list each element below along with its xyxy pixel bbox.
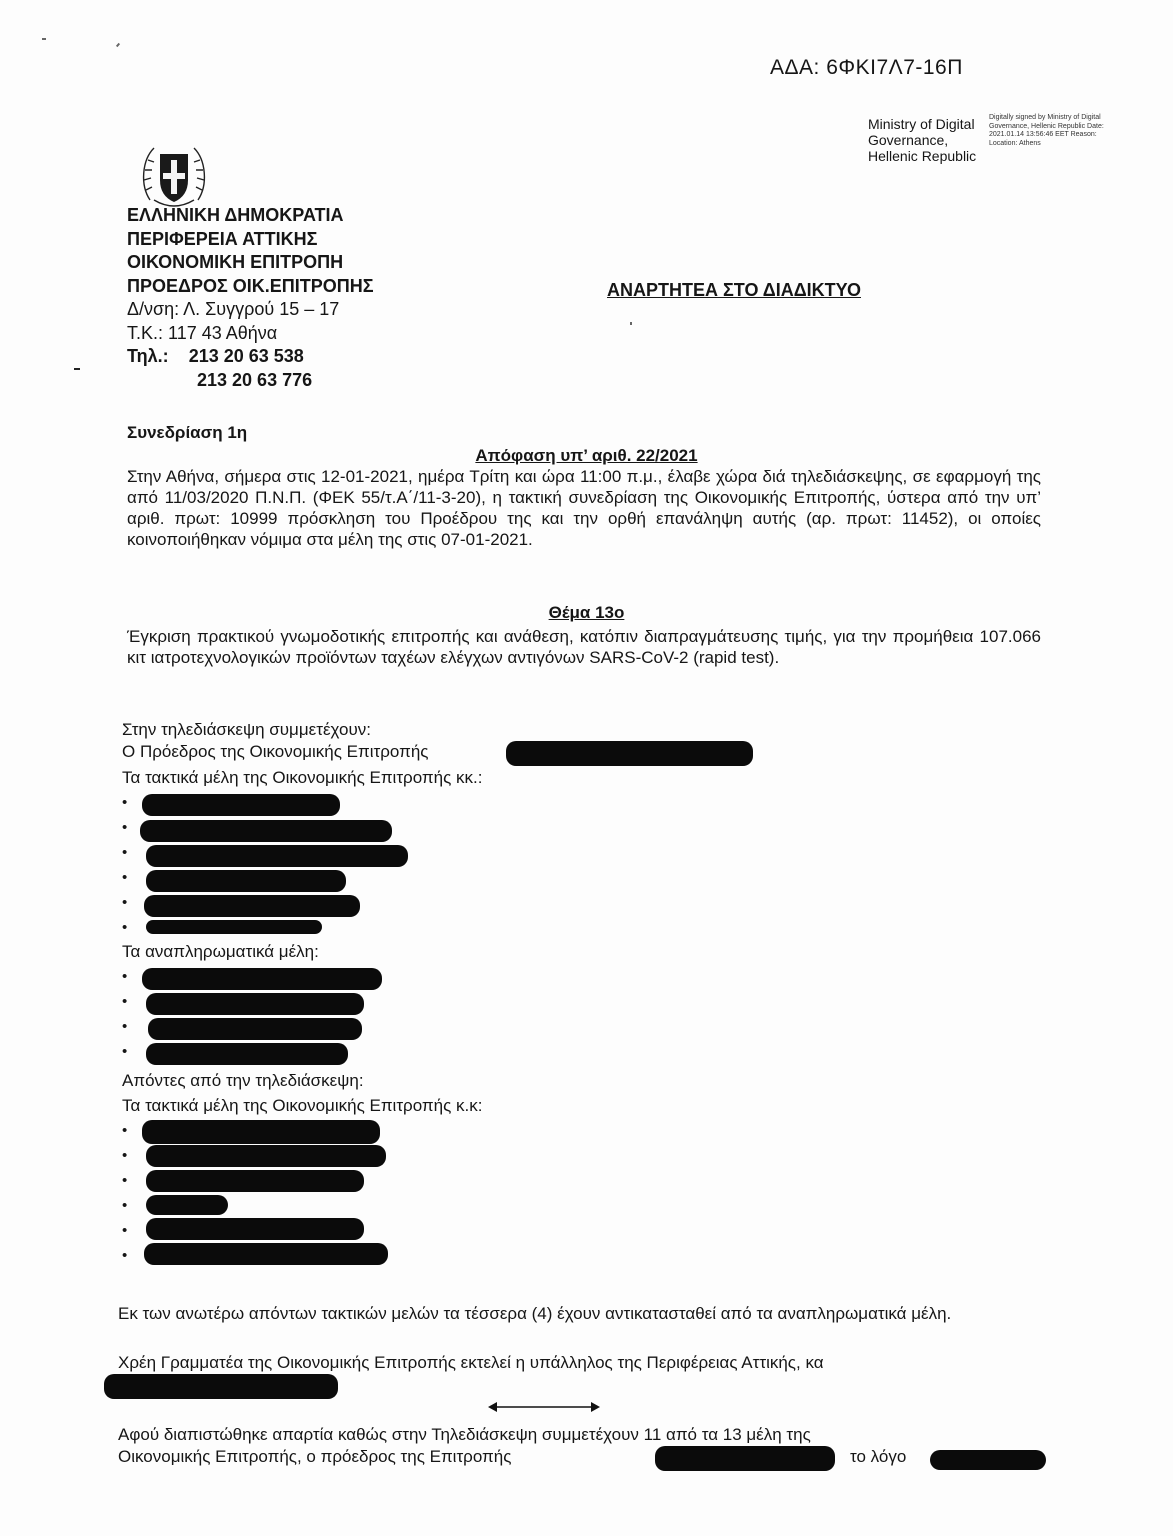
redaction-bar [146,1195,228,1215]
redaction-bar [142,794,340,816]
secretary-paragraph: Χρέη Γραμματέα της Οικονομικής Επιτροπής εκτελεί η υπάλληλος της Περιφέρειας Αττικής, κα [118,1353,824,1372]
bullet: • [122,819,128,836]
header-region: ΠΕΡΙΦΕΡΕΙΑ ΑΤΤΙΚΗΣ [127,228,318,249]
subject-paragraph: Έγκριση πρακτικού γνωμοδοτικής επιτροπής και ανάθεση, κατόπιν διαπραγμάτευσης τιμής, για την προμήθεια 107.066 κιτ ιατροτεχνολογικών προϊόντων ταχέων ελέγχων αντιγόνων SARS-CoV-2 (rapid test). [127,627,1041,667]
subject-title: Θέμα 13ο [548,603,625,622]
redaction-bar [146,1145,386,1167]
bullet: • [122,844,128,861]
digital-signature-details: Digitally signed by Ministry of Digital Governance, Hellenic Republic Date: 2021.01.14 13:56:46 EET Reason: Location: Athens [989,114,1104,147]
redaction-bar [142,1120,380,1144]
replacement-paragraph: Εκ των ανωτέρω απόντων τακτικών μελών τα τέσσερα (4) έχουν αντικατασταθεί από τα αναπληρωματικά μέλη. [118,1304,952,1323]
regular-members-present-heading: Τα τακτικά μέλη της Οικονομικής Επιτροπής κκ.: [122,768,483,787]
bullet: • [122,919,128,936]
redaction-bar [140,820,392,842]
alternate-members-heading: Τα αναπληρωματικά μέλη: [122,942,319,961]
header-committee: ΟΙΚΟΝΟΜΙΚΗ ΕΠΙΤΡΟΠΗ [127,252,344,272]
quorum-paragraph-line2-start: Οικονομικής Επιτροπής, ο πρόεδρος της Επιτροπής [118,1447,512,1466]
greek-emblem-icon [140,140,208,212]
regular-members-absent-heading: Τα τακτικά μέλη της Οικονομικής Επιτροπής κ.κ: [122,1096,483,1115]
redaction-bar [146,993,364,1015]
header-phone-row [127,345,374,369]
intro-paragraph: Στην Αθήνα, σήμερα στις 12-01-2021, ημέρα Τρίτη και ώρα 11:00 π.μ., έλαβε χώρα διά τηλεδιάσκεψης, σε εφαρμογή της από 11/03/2020 Π.Ν.Π. (ΦΕΚ 55/τ.Α΄/11-3-20), η τακτική συνεδρίαση της Οικονομικής Επιτροπής, ύστερα από την υπ’ αριθ. πρωτ: 10999 πρόσκληση του Προέδρου της και την ορθή επανάληψη αυτής (αρ. πρωτ: 11452), οι οποίες κοινοποιήθηκαν νόμιμα στα μέλη της στις 07-01-2021. [127,467,1041,549]
redaction-bar [104,1374,338,1399]
redaction-bar [146,1218,364,1240]
redaction-bar [144,895,360,917]
redaction-bar [146,1043,348,1065]
redaction-bar [146,845,408,867]
digital-signature-name: Ministry of Digital Governance, Hellenic Republic [868,116,977,164]
header-country: ΕΛΛΗΝΙΚΗ ΔΗΜΟΚΡΑΤΙΑ [127,205,344,225]
redaction-bar [146,870,346,892]
redaction-bar [930,1450,1046,1470]
participants-intro: Στην τηλεδιάσκεψη συμμετέχουν: [122,720,371,739]
header-postal: Τ.Κ.: 117 43 Αθήνα [127,322,278,343]
redaction-bar [142,968,382,990]
scan-speck [42,38,46,40]
bullet: • [122,1197,128,1214]
issuer-header [127,204,374,392]
bullet: • [122,1172,128,1189]
double-arrow-icon [488,1400,600,1414]
header-president: ΠΡΟΕΔΡΟΣ ΟΙΚ.ΕΠΙΤΡΟΠΗΣ [127,275,374,296]
redaction-bar [146,920,322,934]
chair-line: Ο Πρόεδρος της Οικονομικής Επιτροπής [122,742,429,761]
scan-speck [116,43,120,47]
ada-code: ΑΔΑ: 6ΦΚΙ7Λ7-16Π [770,56,963,79]
absent-intro: Απόντες από την τηλεδιάσκεψη: [122,1071,364,1090]
bullet: • [122,968,128,985]
bullet: • [122,993,128,1010]
bullet: • [122,869,128,886]
redaction-bar [506,741,753,766]
session-label: Συνεδρίαση 1η [127,423,248,442]
redaction-bar [146,1170,364,1192]
redaction-bar [148,1018,362,1040]
bullet: • [122,1147,128,1164]
phone-label: Τηλ.: [127,346,169,366]
redaction-bar [144,1243,388,1265]
phone-number-1: 213 20 63 538 [188,346,304,366]
decision-title: Απόφαση υπ’ αριθ. 22/2021 [475,446,698,465]
bullet: • [122,1247,128,1264]
bullet: • [122,1122,128,1139]
quorum-paragraph-line2-end: το λόγο [850,1447,907,1466]
header-address: Δ/νση: Λ. Συγγρού 15 – 17 [127,299,340,319]
bullet: • [122,894,128,911]
redaction-bar [655,1446,835,1471]
bullet: • [122,1043,128,1060]
phone-number-2: 213 20 63 776 [197,369,313,390]
bullet: • [122,1018,128,1035]
web-notice: ΑΝΑΡΤΗΤΕΑ ΣΤΟ ΔΙΑΔΙΚΤΥΟ [607,280,861,300]
quorum-paragraph-line1: Αφού διαπιστώθηκε απαρτία καθώς στην Τηλεδιάσκεψη συμμετέχουν 11 από τα 13 μέλη της [118,1425,811,1444]
bullet: • [122,1222,128,1239]
scan-speck [630,322,632,325]
scan-speck [74,368,80,370]
bullet: • [122,794,128,811]
